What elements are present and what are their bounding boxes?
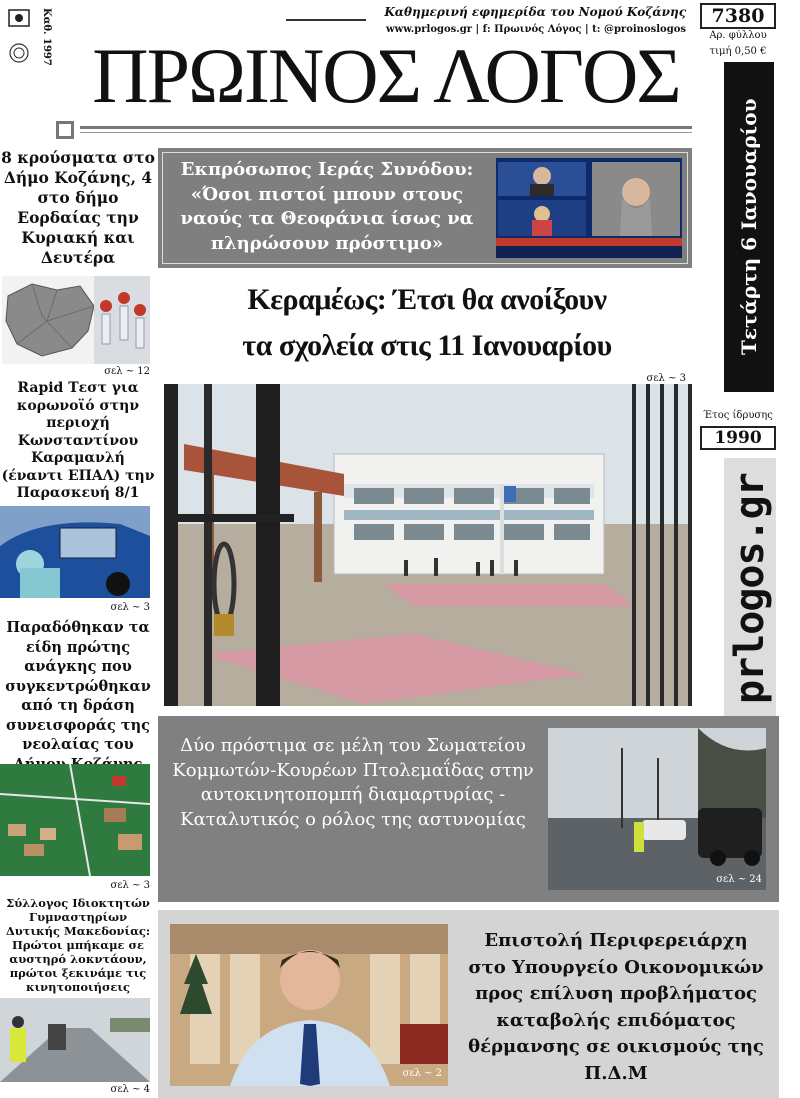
- top-story-headline[interactable]: Εκπρόσωπος Ιεράς Συνόδου: «Όσοι πιστοί μπουν στους ναούς τα Θεοφάνια ίσως να πληρώσουν πρόστιμο»: [180, 159, 474, 254]
- lead-story-headline-line2[interactable]: τα σχολεία στις 11 Ιανουαρίου: [242, 329, 612, 362]
- lead-story-photo: [164, 384, 692, 706]
- title-rule: [80, 126, 692, 129]
- lead-story-headline-line1[interactable]: Κεραμέως: Έτσι θα ανοίξουν: [247, 283, 607, 316]
- issue-label: Αρ. φύλλου: [709, 30, 767, 41]
- since-label: Έτος ίδρυσης: [703, 410, 773, 421]
- website-band: [724, 458, 776, 720]
- issue-date: Τετάρτη 6 Ιανουαρίου 2021: [737, 98, 795, 356]
- left-story-1-headline[interactable]: 8 κρούσματα στο Δήμο Κοζάνης, 4 στο δήμο Εορδαίας την Κυριακή και Δευτέρα: [1, 148, 155, 267]
- bottom-story-page[interactable]: σελ ~ 2: [402, 1068, 442, 1079]
- date-box: [724, 62, 795, 392]
- top-story-photo: [496, 158, 682, 258]
- left-story-4-headline[interactable]: Σύλλογος Ιδιοκτητών Γυμναστηρίων Δυτικής Μακεδονίας: Πρώτοι μπήκαμε σε αυστηρό λοκντάουν, πρώτοι ξεκινάμε τις κινητοποιήσεις: [5, 896, 151, 994]
- left-story-2-page[interactable]: σελ ~ 3: [110, 602, 150, 613]
- middle-story-headline[interactable]: Δύο πρόστιμα σε μέλη του Σωματείου Κομμωτών-Κουρέων Πτολεμαΐδας στην αυτοκινητοπομπή διαμαρτυρίας - Καταλυτικός ο ρόλος της αστυνομίας: [172, 735, 534, 830]
- middle-story-box: [158, 716, 779, 902]
- since-year: 1990: [700, 426, 776, 450]
- masthead-logo: [6, 8, 34, 86]
- left-story-1-photo: [2, 276, 150, 364]
- left-story-3-photo: [0, 764, 150, 876]
- bottom-story-headline[interactable]: Επιστολή Περιφερειάρχη στο Υπουργείο Οικονομικών προς επίλυση προβλήματος καταβολής επιδόματος θέρμανσης σε οικισμούς της Π.Δ.Μ: [468, 930, 764, 1084]
- founded-label: Καθ. 1997: [41, 8, 52, 66]
- left-column: [0, 142, 156, 1098]
- masthead: [0, 0, 779, 150]
- top-story-box: [158, 148, 692, 268]
- left-story-1-page[interactable]: σελ ~ 12: [104, 366, 150, 377]
- title-rule-square: [56, 121, 74, 139]
- contacts-line: www.prlogos.gr | f: Πρωινός Λόγος | t: @proinoslogos: [385, 24, 686, 35]
- right-rail: [697, 0, 795, 720]
- newspaper-title: ΠΡΩΙΝΟΣ ΛΟΓΟΣ: [92, 32, 680, 119]
- tagline-rule: [286, 19, 366, 21]
- website-vertical: prlogos.gr: [727, 473, 773, 705]
- left-story-2-headline[interactable]: Rapid Τεστ για κορωνοϊό στην περιοχή Κωνσταντίνου Καραμανλή (έναντι ΕΠΑΛ) την Παρασκευή 8/1: [1, 380, 155, 501]
- bottom-story-box: [158, 910, 779, 1098]
- newspaper-logo-icon: [6, 8, 34, 86]
- issue-number: 7380: [700, 3, 776, 29]
- left-story-2-photo: [0, 506, 150, 598]
- left-story-4-page[interactable]: σελ ~ 4: [110, 1084, 150, 1095]
- lead-story-page[interactable]: σελ ~ 3: [646, 373, 686, 384]
- left-story-3-page[interactable]: σελ ~ 3: [110, 880, 150, 891]
- price-label: τιμή 0,50 €: [709, 46, 767, 57]
- middle-story-photo: [548, 728, 766, 890]
- tagline: Καθημερινή εφημερίδα του Νομού Κοζάνης: [384, 5, 686, 19]
- left-story-3-headline[interactable]: Παραδόθηκαν τα είδη πρώτης ανάγκης που συγκεντρώθηκαν από τη δράση συνεισφοράς της νεολαίας του: [5, 619, 151, 753]
- middle-story-page[interactable]: σελ ~ 24: [716, 874, 762, 885]
- title-rule-thin: [80, 132, 692, 133]
- bottom-story-photo: [170, 924, 448, 1086]
- left-story-4-photo: [0, 998, 150, 1082]
